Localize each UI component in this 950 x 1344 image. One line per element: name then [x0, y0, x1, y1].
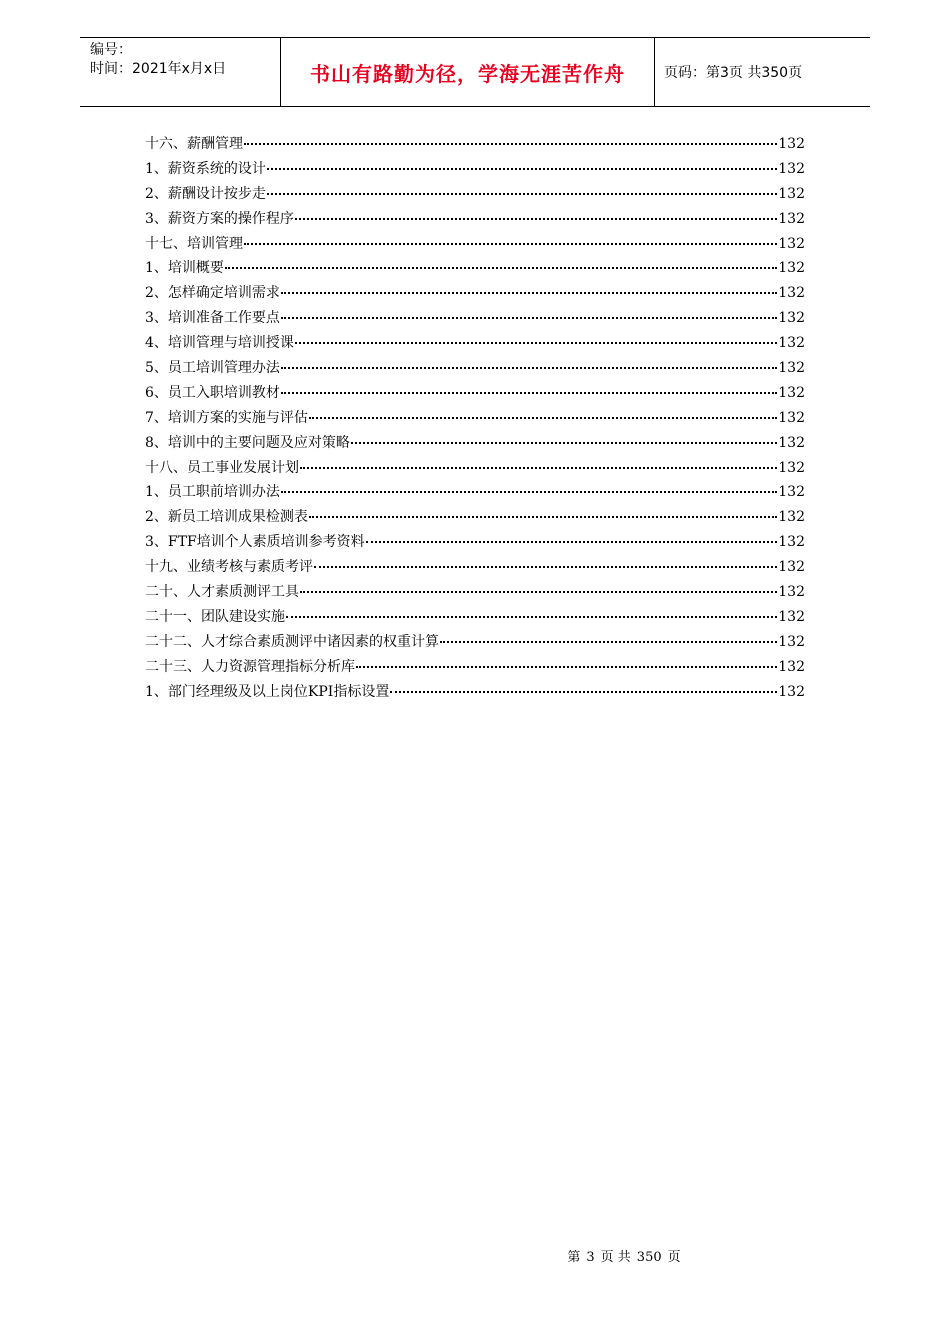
toc-entry[interactable]: [145, 332, 805, 357]
toc-entry-title: 1、薪资系统的设计: [145, 160, 266, 177]
toc-entry[interactable]: [145, 357, 805, 382]
header-page-info-cell: [655, 38, 870, 106]
document-time-label: 时间：2021年x月x日: [90, 61, 227, 77]
toc-entry-page-number: 132: [778, 335, 805, 352]
toc-entry-page-number: 132: [778, 434, 805, 451]
toc-dot-leader: [351, 442, 777, 444]
toc-entry[interactable]: [145, 208, 805, 233]
toc-entry-title: 十九、业绩考核与素质考评: [145, 559, 313, 576]
toc-entry-page-number: 132: [778, 185, 805, 202]
toc-entry-title: 7、培训方案的实施与评估: [145, 409, 308, 426]
header-meta: [80, 38, 281, 106]
toc-entry[interactable]: [145, 307, 805, 332]
toc-entry-title: 2、怎样确定培训需求: [145, 285, 280, 302]
toc-entry-page-number: 132: [778, 559, 805, 576]
toc-entry[interactable]: [145, 407, 805, 432]
toc-dot-leader: [366, 541, 778, 543]
toc-entry-page-number: 132: [778, 459, 805, 476]
header-motto: 书山有路勤为径，学海无涯苦作舟: [310, 61, 625, 86]
toc-dot-leader: [295, 218, 777, 220]
toc-entry[interactable]: [145, 233, 805, 258]
toc-entry-page-number: 132: [778, 409, 805, 426]
toc-entry[interactable]: [145, 183, 805, 208]
toc-entry-title: 十六、薪酬管理: [145, 136, 243, 152]
toc-entry-page-number: 132: [778, 484, 805, 501]
toc-entry-title: 8、培训中的主要问题及应对策略: [145, 434, 350, 451]
toc-entry[interactable]: [145, 481, 805, 506]
toc-dot-leader: [309, 417, 777, 419]
toc-dot-leader: [440, 641, 777, 643]
toc-dot-leader: [309, 516, 777, 518]
toc-dot-leader: [286, 616, 777, 618]
toc-entry-page-number: 132: [778, 310, 805, 327]
toc-dot-leader: [356, 666, 777, 668]
toc-entry-page-number: 132: [778, 235, 805, 252]
toc-dot-leader: [244, 143, 777, 145]
footer-prefix: 第: [567, 1250, 581, 1265]
toc-dot-leader: [281, 392, 777, 394]
toc-entry-title: 5、员工培训管理办法: [145, 360, 280, 377]
toc-entry-page-number: 132: [778, 160, 805, 177]
toc-entry-title: 2、薪酬设计按步走: [145, 185, 266, 202]
toc-entry[interactable]: [145, 457, 805, 482]
table-of-contents: [145, 133, 805, 705]
toc-entry[interactable]: [145, 133, 805, 158]
toc-entry-title: 2、新员工培训成果检测表: [145, 509, 308, 526]
toc-entry-page-number: 132: [778, 658, 805, 675]
toc-entry-title: 二十一、团队建设实施: [145, 608, 285, 625]
page-footer: [0, 1246, 950, 1265]
toc-entry-page-number: 132: [778, 285, 805, 302]
toc-dot-leader: [267, 168, 777, 170]
toc-dot-leader: [281, 292, 777, 294]
toc-entry-page-number: 132: [778, 608, 805, 625]
page-header: [80, 37, 870, 107]
toc-entry[interactable]: [145, 556, 805, 581]
toc-dot-leader: [267, 193, 777, 195]
header-motto-cell: [281, 38, 655, 106]
toc-entry-page-number: 132: [778, 633, 805, 650]
toc-entry[interactable]: [145, 506, 805, 531]
toc-entry[interactable]: [145, 257, 805, 282]
toc-entry[interactable]: [145, 382, 805, 407]
toc-entry-title: 二十二、人才综合素质测评中诸因素的权重计算: [145, 633, 439, 650]
toc-entry[interactable]: [145, 681, 805, 706]
footer-total-pages: 350: [636, 1250, 662, 1265]
toc-entry-page-number: 132: [778, 136, 805, 152]
toc-entry-title: 1、员工职前培训办法: [145, 484, 280, 501]
toc-dot-leader: [244, 243, 777, 245]
header-page-info: 页码：第3页 共350页: [664, 65, 803, 81]
toc-entry-title: 3、薪资方案的操作程序: [145, 210, 294, 227]
toc-entry-page-number: 132: [778, 584, 805, 601]
toc-entry[interactable]: [145, 158, 805, 183]
document-number-label: 编号：: [90, 42, 132, 58]
toc-entry-title: 二十、人才素质测评工具: [145, 584, 299, 601]
toc-entry[interactable]: [145, 581, 805, 606]
toc-entry[interactable]: [145, 282, 805, 307]
toc-entry-page-number: 132: [778, 210, 805, 227]
footer-suffix: 页: [667, 1250, 681, 1265]
toc-entry-page-number: 132: [778, 683, 805, 700]
toc-entry[interactable]: [145, 531, 805, 556]
toc-entry-title: 3、FTF培训个人素质培训参考资料: [145, 534, 365, 551]
footer-current-page: 3: [586, 1250, 595, 1265]
footer-middle: 页 共: [600, 1250, 631, 1265]
toc-entry-title: 6、员工入职培训教材: [145, 384, 280, 401]
toc-entry-title: 十七、培训管理: [145, 235, 243, 252]
toc-entry-title: 3、培训准备工作要点: [145, 310, 280, 327]
toc-entry-title: 1、培训概要: [145, 260, 224, 277]
toc-entry-title: 二十三、人力资源管理指标分析库: [145, 658, 355, 675]
toc-dot-leader: [295, 342, 777, 344]
toc-entry[interactable]: [145, 432, 805, 457]
toc-dot-leader: [300, 591, 777, 593]
toc-entry-page-number: 132: [778, 534, 805, 551]
toc-dot-leader: [281, 367, 777, 369]
toc-dot-leader: [300, 467, 777, 469]
toc-entry[interactable]: [145, 656, 805, 681]
toc-entry-page-number: 132: [778, 260, 805, 277]
toc-entry-page-number: 132: [778, 509, 805, 526]
toc-dot-leader: [281, 491, 777, 493]
toc-entry-page-number: 132: [778, 384, 805, 401]
toc-entry[interactable]: [145, 606, 805, 631]
toc-dot-leader: [281, 317, 777, 319]
toc-entry-page-number: 132: [778, 360, 805, 377]
toc-dot-leader: [390, 691, 777, 693]
toc-entry-title: 4、培训管理与培训授课: [145, 335, 294, 352]
toc-entry[interactable]: [145, 631, 805, 656]
toc-dot-leader: [225, 267, 777, 269]
toc-dot-leader: [314, 566, 777, 568]
toc-entry-title: 1、部门经理级及以上岗位KPI指标设置: [145, 683, 390, 700]
toc-entry-title: 十八、员工事业发展计划: [145, 459, 299, 476]
